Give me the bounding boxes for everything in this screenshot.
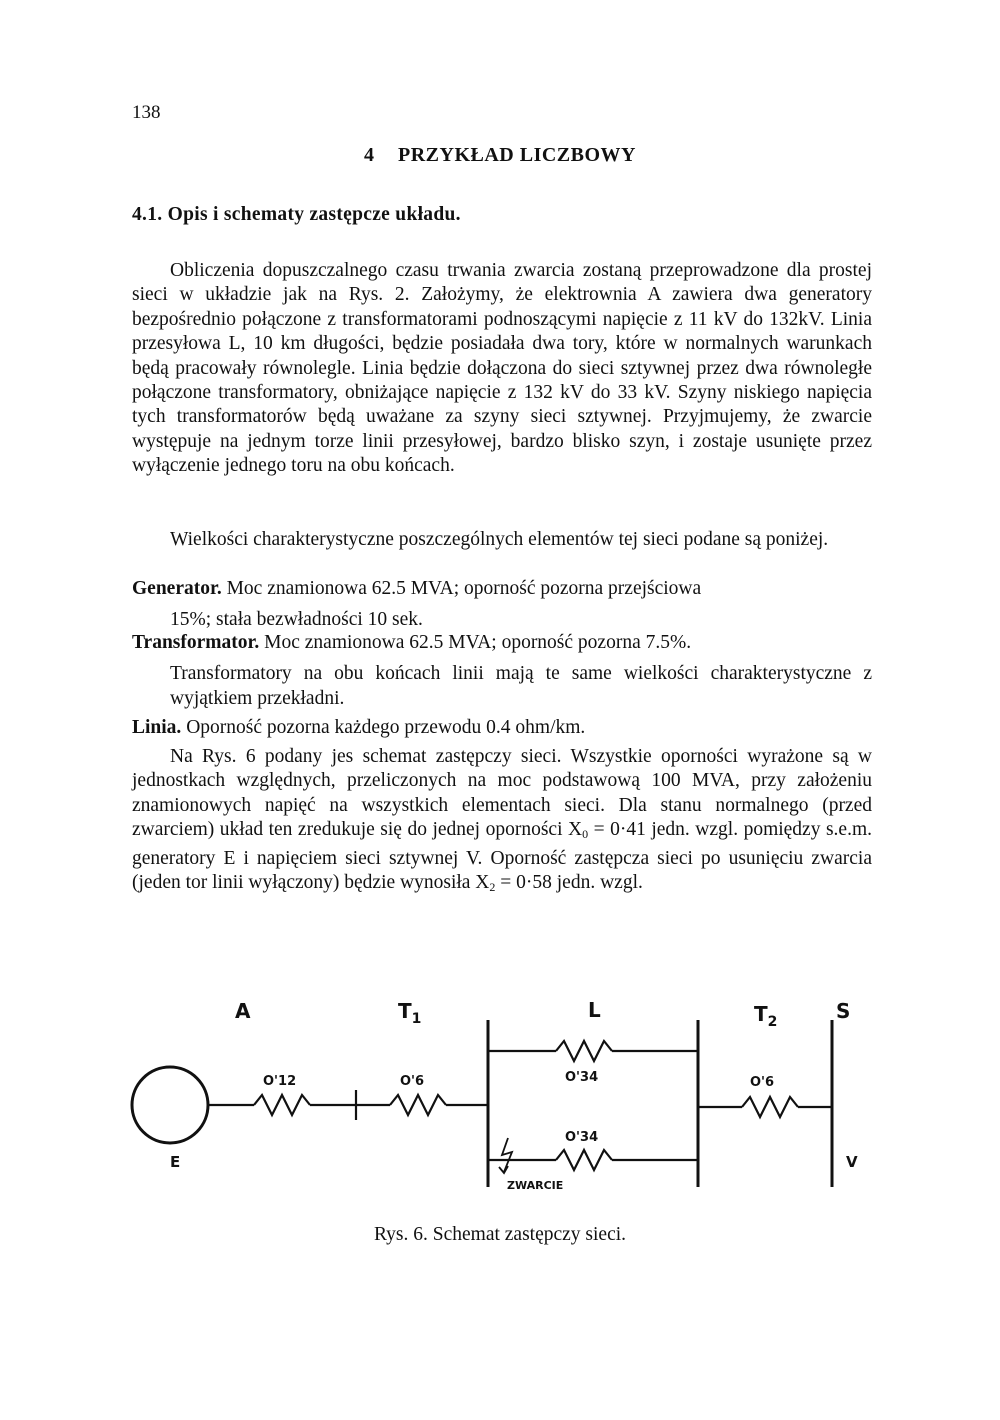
definition-line [132, 716, 872, 740]
label-fault: ZWARCIE [507, 1179, 564, 1192]
label-T2: $T_2$ [754, 1002, 778, 1030]
definition-term: Linia. [132, 717, 182, 738]
figure-caption: Rys. 6. Schemat zastępczy sieci. [373, 1224, 627, 1245]
label-V: V [846, 1153, 858, 1171]
generator-symbol [132, 1067, 208, 1143]
definition-term: Transformator. [132, 632, 260, 653]
paragraph-equivalent-circuit [132, 745, 872, 899]
chapter-number: 4 [364, 144, 375, 166]
label-S: S [836, 999, 851, 1023]
reactance-transformer2: O'6 [750, 1075, 775, 1090]
reactance-transformer1: O'6 [400, 1074, 425, 1089]
section-heading: 4.1. Opis i schematy zastępcze układu. [132, 204, 461, 225]
resistor-transformer1 [390, 1095, 446, 1115]
resistor-line-upper [556, 1041, 612, 1061]
equivalent-circuit-diagram [130, 995, 880, 1205]
resistor-transformer2 [742, 1097, 798, 1117]
paragraph-characteristics: Wielkości charakterystyczne poszczególnych elementów tej sieci podane są poniżej. [170, 529, 829, 550]
chapter-title: PRZYKŁAD LICZBOWY [398, 144, 636, 166]
page-number: 138 [132, 102, 161, 123]
chapter-heading [0, 144, 1000, 167]
label-A: A [235, 999, 251, 1023]
fault-arrowhead [499, 1166, 508, 1173]
definition-text-cont: 15%; stała bezwładności 10 sek. [170, 609, 423, 631]
definition-text: Oporność pozorna każdego przewodu 0.4 ohm/km. [186, 717, 586, 738]
paragraph-intro: Obliczenia dopuszczalnego czasu trwania zwarcia zostaną przeprowadzone dla prostej sieci w układzie jak na Rys. 2. Założymy, że elektrownia A zawiera dwa generatory bezpośrednio połączone z transformatorami podnoszącymi napięcie z 11 kV do 132kV. Linia przesyłowa L, 10 km długości, będzie posiadała dwa tory, które w normalnych warunkach będą pracowały równolegle. Linia będzie dołączona do sieci sztywnej przez dwa równoległe połączone transformatory, obniżające napięcie z 132 kV do 33 kV. Szyny niskiego napięcia tych transformatorów będą uważane za szyny sieci sztywnej. Przyjmujemy, że zwarcie występuje na jednym torze linii przesyłowej, bardzo blisko szyn, i zostaje usunięte przez wyłączenie jednego toru na obu końcach. [132, 260, 872, 477]
paragraph-text: = 0·58 jedn. wzgl. [495, 872, 643, 894]
definition-term: Generator. [132, 578, 222, 599]
label-E: E [170, 1153, 181, 1171]
paragraph-text: Na Rys. 6 podany jes schemat zastępczy sieci. Wszystkie oporności wyrażone są w jednostkach względnych, przeliczonych na moc podstawową 100 MVA, przy założeniu znamionowych napięć na wszystkich elementach sieci. Dla stanu normalnego (przed zwarciem) układ ten zredukuje się do jednej oporności X [132, 746, 872, 841]
label-L: L [588, 998, 601, 1022]
subscript: 0 [582, 827, 589, 842]
definition-text: Moc znamionowa 62.5 MVA; oporność pozorna przejściowa [226, 578, 702, 599]
definition-text: Moc znamionowa 62.5 MVA; oporność pozorna 7.5%. [264, 632, 692, 653]
reactance-line-lower: O'34 [565, 1130, 599, 1145]
label-T1: $T_1$ [398, 999, 422, 1027]
reactance-generator: O'12 [263, 1074, 297, 1089]
resistor-generator [254, 1095, 310, 1115]
subscript: 2 [489, 880, 496, 895]
reactance-line-upper: O'34 [565, 1070, 599, 1085]
definition-transformer [132, 631, 872, 711]
paragraph-text: = 0·41 jedn. wzgl. pomiędzy s.e.m. generatory E i napięciem sieci sztywnej V. Oporność zastępcza sieci po usunięciu zwarcia (jeden tor linii wyłączony) będzie wynosiła X [132, 819, 872, 894]
definition-text-cont: Transformatory na obu końcach linii mają te same wielkości charakterystyczne z wyjątkiem przekładni. [170, 663, 872, 709]
resistor-line-lower [556, 1150, 612, 1170]
definition-generator [132, 577, 872, 633]
